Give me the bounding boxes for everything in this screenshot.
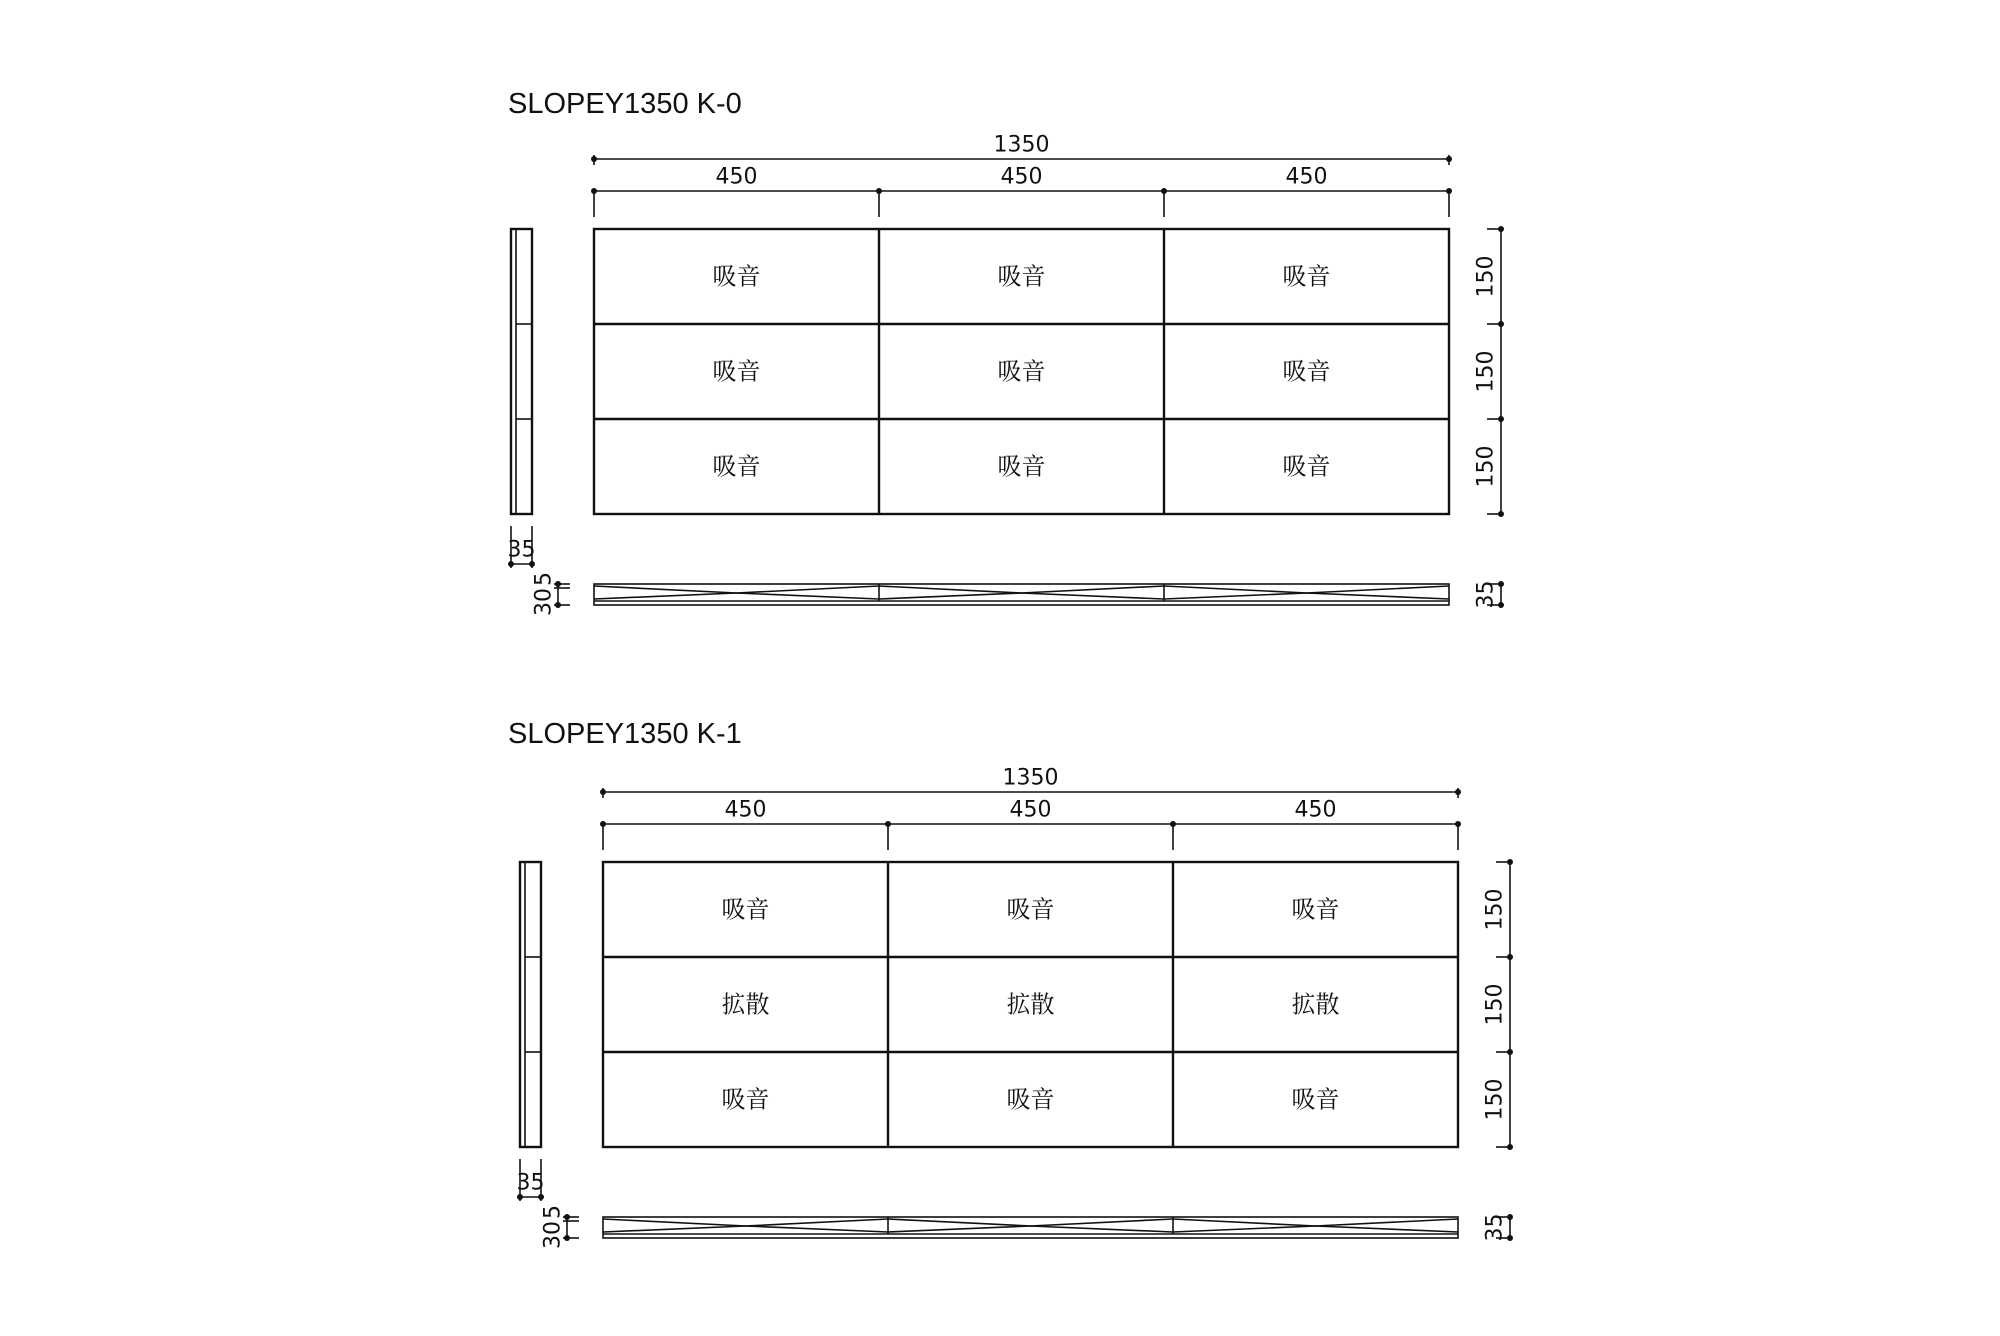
row-height-label: 150 (1473, 350, 1499, 393)
dimension-dot (1446, 188, 1452, 194)
dimension-dot (591, 188, 597, 194)
dimension-dot (1507, 1214, 1513, 1220)
total-width-label: 1350 (1002, 765, 1059, 791)
dimension-dot (1507, 1235, 1513, 1241)
segment-width-label: 450 (1285, 164, 1328, 190)
drawing-title-k1: SLOPEY1350 K-1 (508, 718, 742, 750)
dimension-dot (876, 188, 882, 194)
slope-facet (1164, 586, 1449, 593)
grid-cell-label: 吸音 (1282, 262, 1331, 291)
segment-width-label: 450 (1294, 797, 1337, 823)
dimension-dot (1161, 188, 1167, 194)
slope-facet (1173, 1226, 1458, 1232)
slope-facet (594, 593, 879, 599)
slope-facet (888, 1226, 1173, 1232)
grid-cell-label: 吸音 (997, 452, 1046, 481)
bottom-view (594, 584, 1449, 605)
dimension-dot (600, 821, 606, 827)
dimension-dot (1498, 416, 1504, 422)
bottom-dim-label: 5 (540, 1205, 566, 1219)
dimension-dot (1507, 1144, 1513, 1150)
grid-cell-label: 拡散 (721, 990, 770, 1019)
slope-facet (594, 586, 879, 593)
slope-facet (1173, 1219, 1458, 1226)
slope-facet (603, 1219, 888, 1226)
dimension-dot (591, 156, 597, 162)
dimension-dot (1498, 581, 1504, 587)
side-thickness-label: 35 (507, 537, 536, 563)
dimension-dot (1455, 789, 1461, 795)
dimension-dot (1507, 954, 1513, 960)
row-height-label: 150 (1482, 1078, 1508, 1121)
slope-facet (1164, 593, 1449, 599)
slope-facet (879, 586, 1164, 593)
dimension-dot (600, 789, 606, 795)
dimension-dot (1507, 859, 1513, 865)
slope-facet (603, 1226, 888, 1232)
bottom-view (603, 1217, 1458, 1238)
row-height-label: 150 (1473, 255, 1499, 298)
grid-cell-label: 吸音 (1291, 1085, 1340, 1114)
grid-cell-label: 拡散 (1291, 990, 1340, 1019)
segment-width-label: 450 (715, 164, 758, 190)
panel-drawing-k1 (517, 766, 1514, 1250)
grid-cell-label: 吸音 (721, 1085, 770, 1114)
grid-cell-label: 吸音 (1282, 452, 1331, 481)
grid-cell-label: 吸音 (712, 452, 761, 481)
drawing-title-k0: SLOPEY1350 K-0 (508, 88, 742, 120)
side-thickness-label: 35 (516, 1170, 545, 1196)
row-height-label: 150 (1473, 445, 1499, 488)
dimension-dot (1498, 321, 1504, 327)
dimension-dot (885, 821, 891, 827)
side-view (511, 229, 532, 514)
grid-cell-label: 吸音 (1291, 895, 1340, 924)
panel-drawing-k0 (508, 133, 1505, 617)
side-view (520, 862, 541, 1147)
dimension-dot (1455, 821, 1461, 827)
slope-facet (879, 593, 1164, 599)
grid-cell-label: 吸音 (1006, 895, 1055, 924)
bottom-dim-label: 35 (1473, 580, 1499, 609)
dimension-dot (1170, 821, 1176, 827)
grid-cell-label: 吸音 (712, 262, 761, 291)
grid-cell-label: 吸音 (712, 357, 761, 386)
total-width-label: 1350 (993, 132, 1050, 158)
dimension-dot (1498, 602, 1504, 608)
bottom-dim-label: 30 (531, 588, 557, 616)
grid-cell-label: 吸音 (997, 357, 1046, 386)
bottom-dim-label: 5 (531, 572, 557, 586)
dimension-dot (1498, 226, 1504, 232)
dimension-dot (1498, 511, 1504, 517)
grid-cell-label: 拡散 (1006, 990, 1055, 1019)
bottom-dim-label: 30 (540, 1221, 566, 1249)
slope-facet (888, 1219, 1173, 1226)
grid-cell-label: 吸音 (1006, 1085, 1055, 1114)
segment-width-label: 450 (1000, 164, 1043, 190)
grid-cell-label: 吸音 (1282, 357, 1331, 386)
segment-width-label: 450 (1009, 797, 1052, 823)
segment-width-label: 450 (724, 797, 767, 823)
row-height-label: 150 (1482, 983, 1508, 1026)
row-height-label: 150 (1482, 888, 1508, 931)
dimension-dot (1507, 1049, 1513, 1055)
dimension-dot (1446, 156, 1452, 162)
grid-cell-label: 吸音 (721, 895, 770, 924)
bottom-dim-label: 35 (1482, 1213, 1508, 1242)
grid-cell-label: 吸音 (997, 262, 1046, 291)
